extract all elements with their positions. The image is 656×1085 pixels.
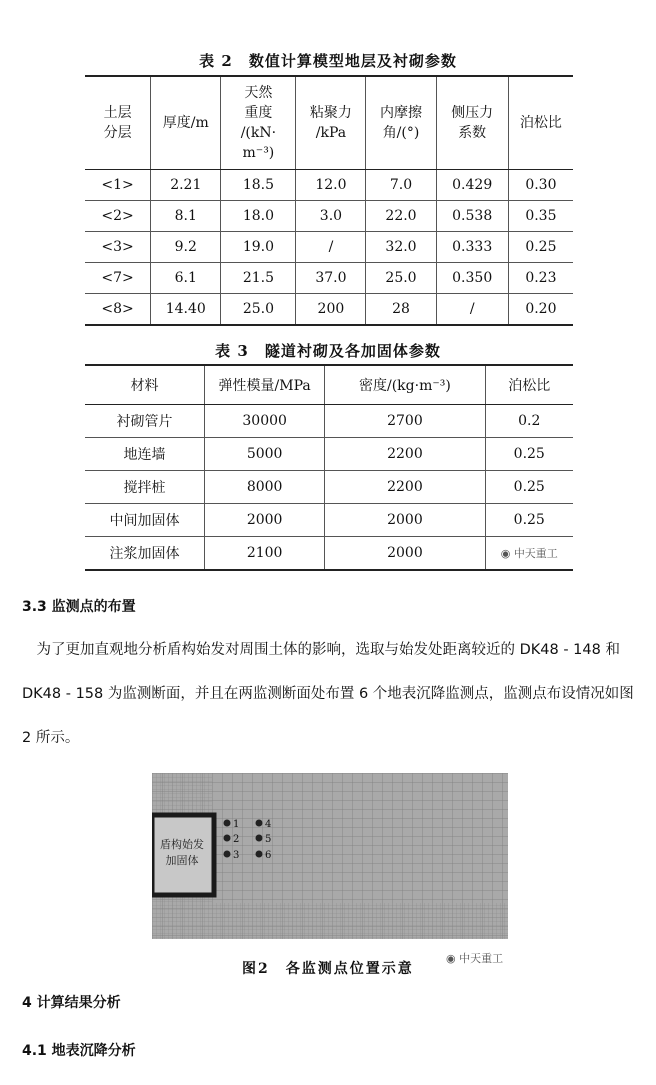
section-3-3-heading: 3.3 监测点的布置: [22, 599, 136, 615]
table3-watermark: ◉ 中天重工: [500, 547, 558, 560]
table-row: 注浆加固体 2100 2000 ◉ 中天重工: [85, 537, 573, 571]
table2-header-friction-angle: 内摩擦 角/(°): [366, 76, 436, 170]
table-row: <1> 2.21 18.5 12.0 7.0 0.429 0.30: [85, 170, 573, 201]
table-row: <3> 9.2 19.0 / 32.0 0.333 0.25: [85, 232, 573, 263]
monitoring-point-4: [256, 820, 263, 827]
table2-header-soil-layer: 土层 分层: [85, 76, 151, 170]
table-row: <7> 6.1 21.5 37.0 25.0 0.350 0.23: [85, 263, 573, 294]
table3-header-modulus: 弹性模量/MPa: [204, 365, 324, 405]
table2-header-poisson: 泊松比: [508, 76, 573, 170]
svg-text:6: 6: [265, 850, 272, 861]
table3-caption: 表 3 隧道衬砌及各加固体参数: [215, 342, 441, 360]
figure2-svg: [152, 773, 508, 939]
table-row: 搅拌桩 8000 2200 0.25: [85, 471, 573, 504]
svg-text:1: 1: [233, 819, 240, 830]
table-row: <2> 8.1 18.0 3.0 22.0 0.538 0.35: [85, 201, 573, 232]
table2-header-unit-weight: 天然 重度 /(kN· m⁻³): [221, 76, 296, 170]
box-label-line1: 盾构始发: [160, 838, 204, 851]
table-row: 衬砌管片 30000 2700 0.2: [85, 405, 573, 438]
table2-header-thickness: 厚度/m: [151, 76, 221, 170]
monitoring-point-5: [256, 835, 263, 842]
monitoring-point-2: [224, 835, 231, 842]
table2-header-row: [85, 76, 573, 170]
table3-header-density: 密度/(kg·m⁻³): [325, 365, 485, 405]
svg-text:5: 5: [265, 834, 272, 845]
section-4-heading: 4 计算结果分析: [22, 995, 121, 1011]
table2: [85, 75, 573, 326]
table3: [85, 364, 573, 571]
figure2-watermark: ◉ 中天重工: [446, 952, 504, 965]
svg-text:4: 4: [265, 819, 272, 830]
section-3-3-paragraph: 为了更加直观地分析盾构始发对周围土体的影响，选取与始发处距离较近的 DK48 - 148 和 DK48 - 158 为监测断面，并且在两监测断面处布置 6 个地表沉降监测点，监测点布设情况如图 2 所示。: [22, 642, 634, 746]
watermark-icon: ◉: [446, 952, 456, 965]
section-4-1-heading: 4.1 地表沉降分析: [22, 1043, 136, 1059]
figure2-mesh: [152, 773, 508, 939]
monitoring-point-3: [224, 851, 231, 858]
table-row: <8> 14.40 25.0 200 28 / 0.20: [85, 294, 573, 326]
box-label-line2: 加固体: [165, 854, 199, 867]
svg-text:3: 3: [233, 850, 240, 861]
svg-text:2: 2: [233, 834, 240, 845]
table3-header-poisson: 泊松比: [485, 365, 573, 405]
table2-header-lateral-pressure: 侧压力 系数: [436, 76, 508, 170]
table-row: 地连墙 5000 2200 0.25: [85, 438, 573, 471]
table3-header-row: [85, 365, 573, 405]
table2-header-cohesion: 粘聚力 /kPa: [296, 76, 366, 170]
figure2-caption: 图2 各监测点位置示意: [242, 961, 414, 977]
monitoring-point-6: [256, 851, 263, 858]
table2-caption: 表 2 数值计算模型地层及衬砌参数: [199, 52, 457, 70]
table3-header-material: 材料: [85, 365, 204, 405]
monitoring-point-1: [224, 820, 231, 827]
table-row: 中间加固体 2000 2000 0.25: [85, 504, 573, 537]
